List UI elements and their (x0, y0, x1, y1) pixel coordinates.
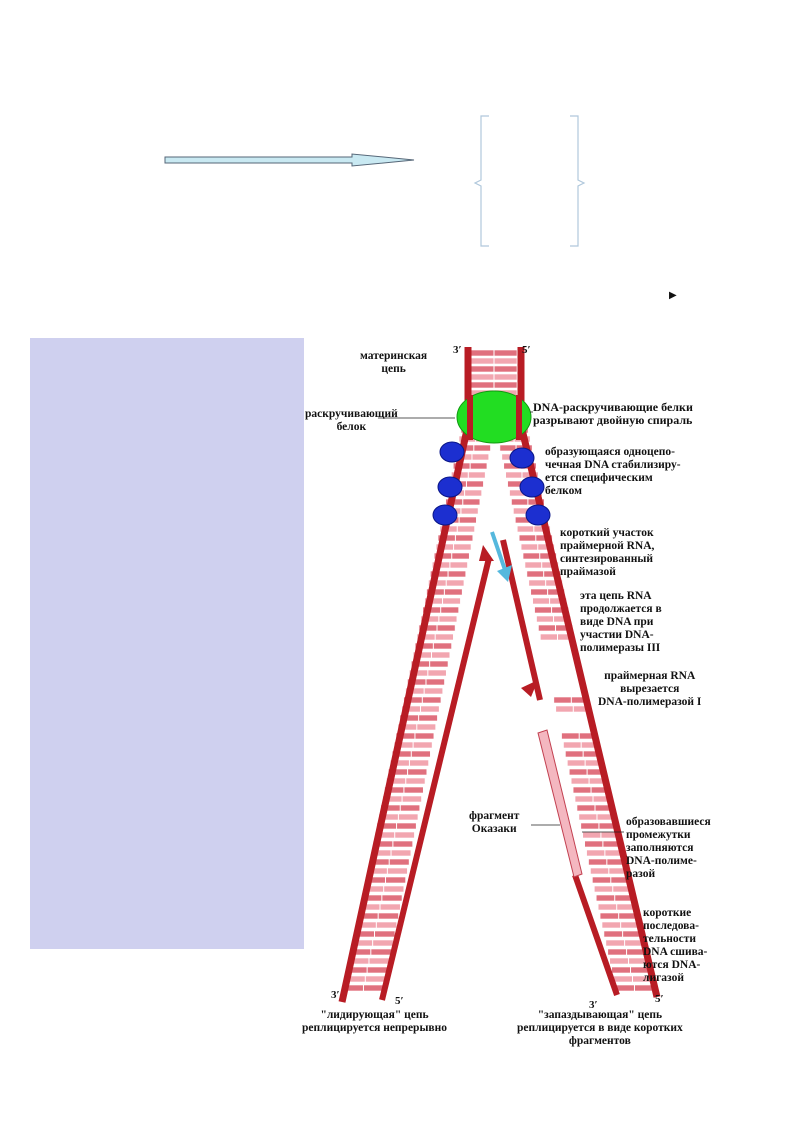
leading-arrowhead-icon (479, 545, 494, 561)
ssb-protein-icon (438, 477, 462, 497)
ssb-protein-icon (433, 505, 457, 525)
ssb-protein-icon (520, 477, 544, 497)
end-bottom-left-5: 5′ (395, 995, 404, 1007)
label-lagging-strand: "запаздывающая" цепь реплицируется в виде коротких фрагментов (517, 1009, 683, 1047)
label-ssb-note: образующаяся одноцепо- чечная DNA стабилизиру- ется специфическим белком (545, 446, 681, 497)
end-top-left: 3′ (453, 344, 462, 356)
label-parent-strand: материнская цепь (360, 350, 428, 375)
ssb-protein-icon (440, 442, 464, 462)
label-primer-note: короткий участок праймерной RNA, синтезированный праймазой (560, 527, 655, 578)
label-helicase-note: DNA-раскручивающие белки разрывают двойную спираль (533, 400, 693, 427)
end-top-right: 5′ (522, 344, 531, 356)
end-bottom-right-3: 3′ (589, 999, 598, 1011)
play-marker-icon: ▶ (669, 290, 677, 301)
label-okazaki-fragment: фрагмент Оказаки (469, 810, 520, 835)
ssb-protein-icon (510, 448, 534, 468)
label-leading-strand: "лидирующая" цепь реплицируется непрерывно (302, 1009, 448, 1034)
label-extension-note: эта цепь RNA продолжается в виде DNA при участии DNA- полимеразы III (580, 590, 662, 654)
label-unwinding-protein: раскручивающий белок (305, 408, 398, 433)
ssb-protein-icon (526, 505, 550, 525)
label-ligase-note: короткие последова- тельности DNA сшива- ются DNA- лигазой (643, 907, 708, 984)
label-gap-fill-note: образовавшиеся промежутки заполняются DNA-полиме- разой (626, 816, 711, 880)
label-primer-removal-note: праймерная RNA вырезается DNA-полимеразой I (598, 670, 702, 708)
end-bottom-right-5: 5′ (655, 993, 664, 1005)
end-bottom-left-3: 3′ (331, 989, 340, 1001)
